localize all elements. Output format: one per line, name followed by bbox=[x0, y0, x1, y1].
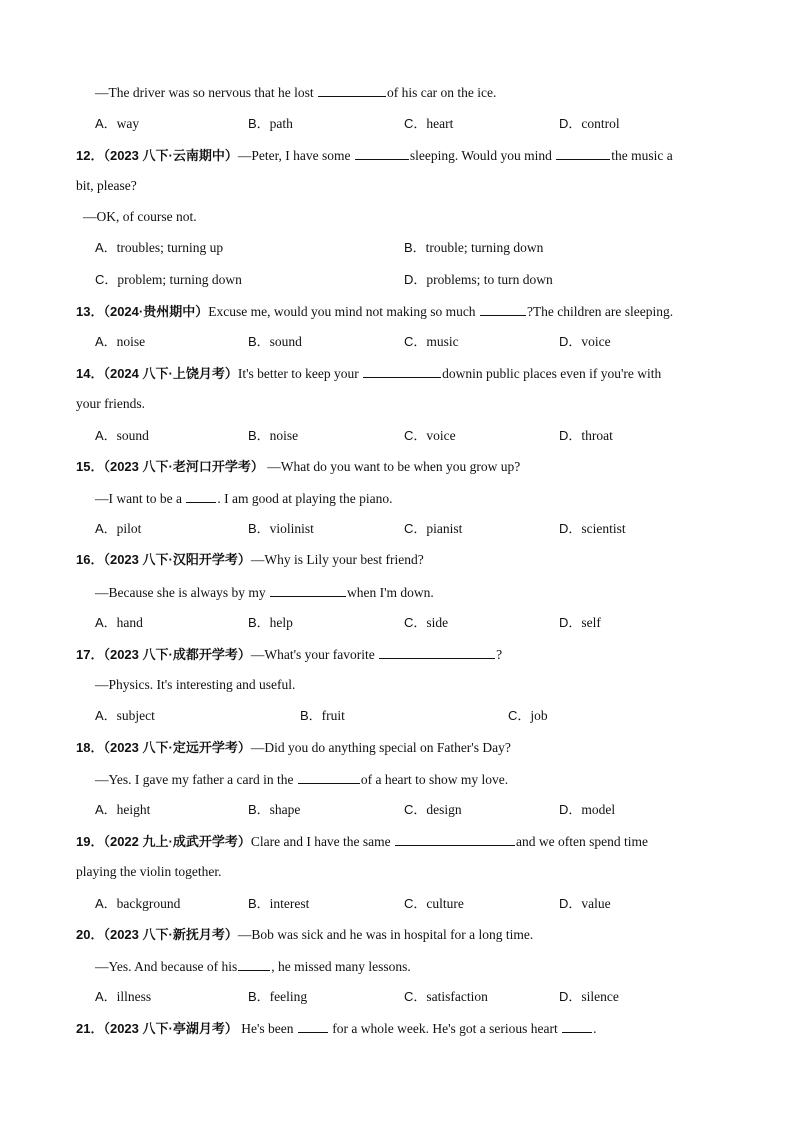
option-b: B．feeling bbox=[248, 989, 308, 1004]
option-c: C．problem; turning down bbox=[95, 272, 242, 287]
question-source: （2024·贵州期中） bbox=[103, 304, 209, 319]
question-number: 19． bbox=[76, 834, 104, 849]
option-b: B．sound bbox=[248, 334, 302, 349]
option-b: B．help bbox=[248, 615, 293, 630]
question-14-stem: 14．（2024 八下·上饶月考）It's better to keep your downin public places even if you're with bbox=[76, 366, 662, 381]
option-a: A．pilot bbox=[95, 521, 142, 536]
option-c: C．satisfaction bbox=[404, 989, 488, 1004]
question-source: （2023 八下·亭湖月考） bbox=[103, 1021, 238, 1036]
option-d: D．silence bbox=[559, 989, 619, 1004]
option-c: C．culture bbox=[404, 896, 464, 911]
answer-blank bbox=[355, 146, 409, 160]
question-source: （2023 八下·汉阳开学考） bbox=[103, 552, 251, 567]
answer-blank bbox=[298, 770, 360, 784]
question-number: 21． bbox=[76, 1021, 104, 1036]
option-c: C．music bbox=[404, 334, 459, 349]
answer-blank bbox=[379, 645, 495, 659]
question-number: 18． bbox=[76, 740, 104, 755]
question-20-stem: 20．（2023 八下·新抚月考）—Bob was sick and he was in hospital for a long time. bbox=[76, 927, 534, 942]
question-15-stem: 15．（2023 八下·老河口开学考） —What do you want to be when you grow up? bbox=[76, 459, 521, 474]
option-d: D．scientist bbox=[559, 521, 626, 536]
question-16-reply: —Because she is always by my when I'm down. bbox=[95, 585, 434, 600]
option-c: C．heart bbox=[404, 116, 454, 131]
question-number: 16． bbox=[76, 552, 104, 567]
answer-blank bbox=[186, 489, 216, 503]
stem-text: of his car on the ice. bbox=[386, 85, 497, 100]
question-18-stem: 18．（2023 八下·定远开学考）—Did you do anything special on Father's Day? bbox=[76, 740, 511, 755]
question-13-stem: 13．（2024·贵州期中）Excuse me, would you mind not making so much ?The children are sleeping. bbox=[76, 304, 674, 319]
option-c: C．pianist bbox=[404, 521, 463, 536]
question-number: 13． bbox=[76, 304, 104, 319]
question-12-reply: —OK, of course not. bbox=[83, 209, 197, 224]
option-d: D．model bbox=[559, 802, 616, 817]
option-b: B．shape bbox=[248, 802, 301, 817]
option-d: D．value bbox=[559, 896, 611, 911]
option-c: C．voice bbox=[404, 428, 456, 443]
option-a: A．way bbox=[95, 116, 140, 131]
option-b: B．path bbox=[248, 116, 293, 131]
question-number: 12． bbox=[76, 148, 104, 163]
option-b: B．violinist bbox=[248, 521, 314, 536]
question-15-reply: —I want to be a . I am good at playing the piano. bbox=[95, 491, 393, 506]
option-a: A．subject bbox=[95, 708, 155, 723]
answer-blank bbox=[556, 146, 610, 160]
option-b: B．noise bbox=[248, 428, 299, 443]
option-a: A．illness bbox=[95, 989, 152, 1004]
option-a: A．noise bbox=[95, 334, 146, 349]
answer-blank bbox=[270, 583, 346, 597]
question-14-stem-cont: your friends. bbox=[76, 396, 145, 411]
question-source: （2022 九上·成武开学考） bbox=[103, 834, 251, 849]
question-17-stem: 17．（2023 八下·成都开学考）—What's your favorite ? bbox=[76, 647, 503, 662]
question-12-stem: 12．（2023 八下·云南期中）—Peter, I have some sleeping. Would you mind the music a bbox=[76, 148, 673, 163]
question-number: 17． bbox=[76, 647, 104, 662]
question-12-stem-cont: bit, please? bbox=[76, 178, 137, 193]
question-source: （2023 八下·云南期中） bbox=[103, 148, 238, 163]
option-b: B．fruit bbox=[300, 708, 345, 723]
option-c: C．design bbox=[404, 802, 462, 817]
option-d: D．problems; to turn down bbox=[404, 272, 553, 287]
answer-blank bbox=[363, 364, 441, 378]
answer-blank bbox=[395, 832, 515, 846]
question-18-reply: —Yes. I gave my father a card in the of a heart to show my love. bbox=[95, 772, 509, 787]
option-d: D．voice bbox=[559, 334, 611, 349]
question-20-reply: —Yes. And because of his , he missed many lessons. bbox=[95, 959, 411, 974]
question-source: （2023 八下·成都开学考） bbox=[103, 647, 251, 662]
option-d: D．self bbox=[559, 615, 601, 630]
question-source: （2023 八下·定远开学考） bbox=[103, 740, 251, 755]
option-a: A．hand bbox=[95, 615, 143, 630]
question-16-stem: 16．（2023 八下·汉阳开学考）—Why is Lily your best friend? bbox=[76, 552, 424, 567]
answer-blank bbox=[238, 957, 270, 971]
question-19-stem-cont: playing the violin together. bbox=[76, 864, 222, 879]
question-number: 20． bbox=[76, 927, 104, 942]
question-19-stem: 19．（2022 九上·成武开学考）Clare and I have the same and we often spend time bbox=[76, 834, 648, 849]
option-b: B．trouble; turning down bbox=[404, 240, 544, 255]
answer-blank bbox=[480, 302, 526, 316]
option-a: A．height bbox=[95, 802, 151, 817]
question-number: 15． bbox=[76, 459, 104, 474]
option-c: C．job bbox=[508, 708, 548, 723]
option-a: A．sound bbox=[95, 428, 149, 443]
question-intro-stem bbox=[95, 83, 496, 102]
answer-blank bbox=[562, 1019, 592, 1033]
option-a: A．background bbox=[95, 896, 181, 911]
question-17-reply: —Physics. It's interesting and useful. bbox=[95, 677, 296, 692]
option-a: A．troubles; turning up bbox=[95, 240, 224, 255]
answer-blank bbox=[298, 1019, 328, 1033]
option-b: B．interest bbox=[248, 896, 310, 911]
option-c: C．side bbox=[404, 615, 449, 630]
answer-blank bbox=[318, 83, 386, 97]
question-source: （2023 八下·新抚月考） bbox=[103, 927, 238, 942]
question-number: 14． bbox=[76, 366, 104, 381]
question-source: （2023 八下·老河口开学考） bbox=[103, 459, 264, 474]
question-21-stem: 21．（2023 八下·亭湖月考） He's been for a whole week. He's got a serious heart . bbox=[76, 1021, 597, 1036]
option-d: D．control bbox=[559, 116, 620, 131]
question-source: （2024 八下·上饶月考） bbox=[103, 366, 238, 381]
option-d: D．throat bbox=[559, 428, 613, 443]
stem-text: —The driver was so nervous that he lost bbox=[95, 85, 317, 100]
